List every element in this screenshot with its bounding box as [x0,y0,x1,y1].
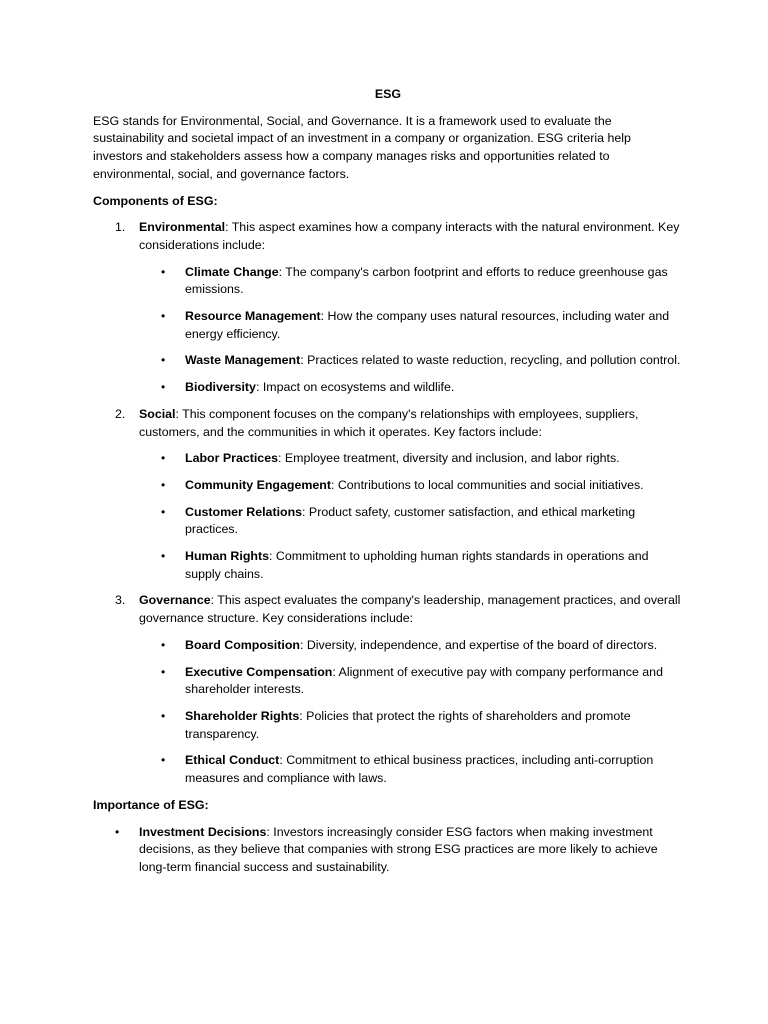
factor-term: Biodiversity [185,380,256,395]
factor-item [139,637,683,655]
list-number: 3. [115,593,126,608]
component-text: : This component focuses on the company's relationships with employees, suppliers, customers, and the communities in which it operates. Key factors include: [139,406,639,439]
bullet-icon: • [161,477,166,492]
factor-item [139,379,683,397]
intro-paragraph: ESG stands for Environmental, Social, and Governance. It is a framework used to evaluate the sustainability and societal impact of an investment in a company or organization. ESG criteria help investors and stakeholders assess how a company manages risks and opportunities related to environmental, social, and governance factors. [93,113,631,181]
component-term: Governance [139,593,211,608]
factor-term: Executive Compensation [185,664,333,679]
factor-text: : Alignment of executive pay with company performance and shareholder interests. [185,664,663,697]
importance-term: Investment Decisions [139,824,267,839]
factor-term: Community Engagement [185,477,331,492]
factors-list [139,264,683,397]
factor-text: : Contributions to local communities and social initiatives. [330,477,644,492]
factor-item [139,352,683,370]
factor-text: : Employee treatment, diversity and inclusion, and labor rights. [277,451,620,466]
factor-text: : Commitment to ethical business practices, including anti-corruption measures and compliance with laws. [185,753,654,786]
factor-term: Board Composition [185,637,300,652]
factor-term: Labor Practices [185,451,278,466]
factor-item [139,264,683,299]
factor-term: Customer Relations [185,504,303,519]
component-description [139,592,683,627]
bullet-icon: • [161,264,166,279]
bullet-icon: • [115,824,120,839]
factors-list [139,450,683,583]
importance-text: : Investors increasingly consider ESG factors when making investment decisions, as they believe that companies with strong ESG practices are more likely to achieve long-term financial success and sustainability. [139,824,658,874]
importance-list [93,824,683,877]
bullet-icon: • [161,380,166,395]
component-description [139,219,683,254]
factor-item [139,708,683,743]
factor-text: : Diversity, independence, and expertise of the board of directors. [299,637,658,652]
list-number: 2. [115,406,126,421]
component-text: : This aspect examines how a company interacts with the natural environment. Key considerations include: [139,220,680,252]
bullet-icon: • [161,309,166,324]
factor-item [139,752,683,787]
importance-item [93,824,683,877]
factor-item [139,504,683,539]
factor-item [139,308,683,343]
factor-term: Ethical Conduct [185,753,280,768]
component-term: Social [139,406,176,421]
component-description [139,406,683,441]
bullet-icon: • [161,637,166,652]
bullet-icon: • [161,504,166,519]
component-item [93,592,683,787]
factor-term: Climate Change [185,264,279,279]
importance-heading: Importance of ESG: [93,797,209,812]
component-item [93,406,683,584]
factor-term: Resource Management [185,309,321,324]
factor-term: Human Rights [185,549,269,564]
components-heading: Components of ESG: [93,193,218,208]
factor-item [139,450,683,468]
component-item [93,219,683,397]
bullet-icon: • [161,664,166,679]
factor-text: : Impact on ecosystems and wildlife. [255,380,455,395]
factors-list [139,637,683,788]
factor-text: : Commitment to upholding human rights standards in operations and supply chains. [185,549,649,581]
factor-text: : Product safety, customer satisfaction, and ethical marketing practices. [185,504,636,537]
factor-item [139,548,683,583]
bullet-icon: • [161,708,166,723]
factor-text: : How the company uses natural resources, including water and energy efficiency. [185,309,670,341]
factor-text: : The company's carbon footprint and efforts to reduce greenhouse gas emissions. [185,264,668,297]
document-page [93,86,683,886]
factor-item [139,664,683,699]
list-number: 1. [115,220,126,235]
factor-term: Shareholder Rights [185,708,300,723]
factor-text: : Practices related to waste reduction, recycling, and pollution control. [300,353,681,368]
bullet-icon: • [161,549,166,564]
factor-item [139,477,683,495]
bullet-icon: • [161,753,166,768]
components-list [93,219,683,788]
bullet-icon: • [161,353,166,368]
component-text: : This aspect evaluates the company's leadership, management practices, and overall governance structure. Key considerations include: [139,593,681,626]
factor-term: Waste Management [185,353,301,368]
component-term: Environmental [139,220,226,235]
factor-text: : Policies that protect the rights of shareholders and promote transparency. [185,708,631,741]
bullet-icon: • [161,451,166,466]
document-title: ESG [374,87,402,101]
